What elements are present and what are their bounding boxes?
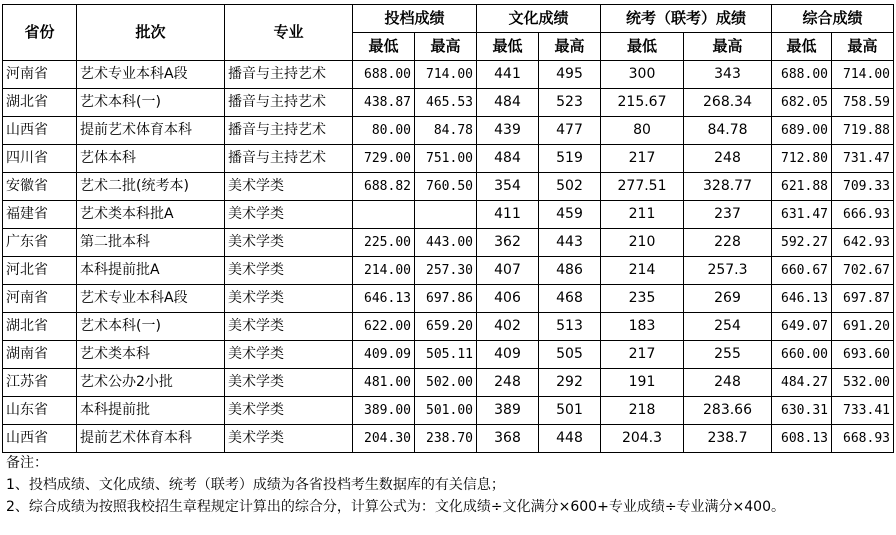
cell-tong-kao-min: 218 <box>601 397 684 425</box>
cell-zong-he-min: 689.00 <box>772 117 832 145</box>
table-row <box>3 229 894 257</box>
cell-zong-he-min: 688.00 <box>772 61 832 89</box>
cell-batch: 提前艺术体育本科 <box>77 117 225 145</box>
header-wen-hua: 文化成绩 <box>477 5 601 33</box>
cell-major: 美术学类 <box>225 341 353 369</box>
cell-major: 美术学类 <box>225 257 353 285</box>
cell-major: 美术学类 <box>225 397 353 425</box>
cell-tong-kao-max: 255 <box>684 341 772 369</box>
cell-tou-dang-min <box>353 201 415 229</box>
cell-wen-hua-max: 448 <box>539 425 601 453</box>
header-zong-he: 综合成绩 <box>772 5 894 33</box>
cell-tong-kao-min: 210 <box>601 229 684 257</box>
cell-tou-dang-max: 443.00 <box>415 229 477 257</box>
table-row <box>3 173 894 201</box>
cell-batch: 艺术类本科 <box>77 341 225 369</box>
cell-wen-hua-min: 389 <box>477 397 539 425</box>
cell-province: 河南省 <box>3 61 77 89</box>
cell-tong-kao-min: 191 <box>601 369 684 397</box>
cell-wen-hua-min: 484 <box>477 145 539 173</box>
cell-tou-dang-min: 204.30 <box>353 425 415 453</box>
cell-province: 山东省 <box>3 397 77 425</box>
cell-zong-he-max: 733.41 <box>832 397 894 425</box>
cell-wen-hua-min: 402 <box>477 313 539 341</box>
cell-zong-he-max: 691.20 <box>832 313 894 341</box>
cell-zong-he-max: 666.93 <box>832 201 894 229</box>
cell-wen-hua-max: 502 <box>539 173 601 201</box>
cell-tong-kao-max: 248 <box>684 145 772 173</box>
cell-tou-dang-min: 80.00 <box>353 117 415 145</box>
header-major: 专业 <box>225 5 353 61</box>
cell-wen-hua-min: 441 <box>477 61 539 89</box>
cell-tou-dang-min: 438.87 <box>353 89 415 117</box>
cell-major: 美术学类 <box>225 285 353 313</box>
cell-tou-dang-min: 214.00 <box>353 257 415 285</box>
cell-wen-hua-max: 495 <box>539 61 601 89</box>
cell-batch: 艺术本科(一) <box>77 313 225 341</box>
cell-tou-dang-max <box>415 201 477 229</box>
cell-wen-hua-max: 486 <box>539 257 601 285</box>
table-row <box>3 117 894 145</box>
cell-province: 山西省 <box>3 117 77 145</box>
cell-wen-hua-max: 459 <box>539 201 601 229</box>
cell-tong-kao-min: 215.67 <box>601 89 684 117</box>
cell-tong-kao-min: 204.3 <box>601 425 684 453</box>
cell-wen-hua-max: 501 <box>539 397 601 425</box>
subheader-max: 最高 <box>832 33 894 61</box>
subheader-max: 最高 <box>684 33 772 61</box>
cell-tou-dang-max: 505.11 <box>415 341 477 369</box>
notes-title: 备注： <box>6 455 48 471</box>
cell-tong-kao-max: 238.7 <box>684 425 772 453</box>
cell-zong-he-min: 660.67 <box>772 257 832 285</box>
notes <box>6 452 785 518</box>
note-1: 1、投档成绩、文化成绩、统考（联考）成绩为各省投档考生数据库的有关信息； <box>6 477 505 493</box>
table-row <box>3 145 894 173</box>
cell-zong-he-min: 621.88 <box>772 173 832 201</box>
cell-province: 山西省 <box>3 425 77 453</box>
cell-batch: 提前艺术体育本科 <box>77 425 225 453</box>
cell-tou-dang-max: 84.78 <box>415 117 477 145</box>
cell-tou-dang-max: 502.00 <box>415 369 477 397</box>
cell-wen-hua-min: 409 <box>477 341 539 369</box>
cell-tong-kao-max: 343 <box>684 61 772 89</box>
cell-zong-he-min: 592.27 <box>772 229 832 257</box>
cell-batch: 艺术公办2小批 <box>77 369 225 397</box>
cell-tong-kao-min: 277.51 <box>601 173 684 201</box>
cell-zong-he-min: 682.05 <box>772 89 832 117</box>
cell-wen-hua-min: 407 <box>477 257 539 285</box>
cell-zong-he-max: 702.67 <box>832 257 894 285</box>
table-row <box>3 397 894 425</box>
cell-batch: 艺术类本科批A <box>77 201 225 229</box>
subheader-min: 最低 <box>353 33 415 61</box>
cell-tong-kao-min: 217 <box>601 145 684 173</box>
cell-tou-dang-min: 225.00 <box>353 229 415 257</box>
cell-wen-hua-min: 439 <box>477 117 539 145</box>
cell-zong-he-min: 630.31 <box>772 397 832 425</box>
cell-zong-he-max: 714.00 <box>832 61 894 89</box>
subheader-min: 最低 <box>477 33 539 61</box>
cell-zong-he-min: 712.80 <box>772 145 832 173</box>
cell-tou-dang-max: 501.00 <box>415 397 477 425</box>
cell-major: 美术学类 <box>225 369 353 397</box>
cell-wen-hua-min: 368 <box>477 425 539 453</box>
cell-tou-dang-max: 238.70 <box>415 425 477 453</box>
cell-tou-dang-min: 729.00 <box>353 145 415 173</box>
subheader-min: 最低 <box>772 33 832 61</box>
cell-province: 湖北省 <box>3 89 77 117</box>
cell-tou-dang-min: 646.13 <box>353 285 415 313</box>
cell-tong-kao-max: 228 <box>684 229 772 257</box>
cell-tong-kao-min: 183 <box>601 313 684 341</box>
cell-tong-kao-max: 254 <box>684 313 772 341</box>
cell-batch: 艺体本科 <box>77 145 225 173</box>
cell-major: 播音与主持艺术 <box>225 117 353 145</box>
cell-tong-kao-min: 211 <box>601 201 684 229</box>
cell-province: 河北省 <box>3 257 77 285</box>
cell-wen-hua-min: 406 <box>477 285 539 313</box>
cell-wen-hua-max: 443 <box>539 229 601 257</box>
header-tong-kao: 统考（联考）成绩 <box>601 5 772 33</box>
cell-tou-dang-min: 688.82 <box>353 173 415 201</box>
header-tou-dang: 投档成绩 <box>353 5 477 33</box>
cell-tong-kao-max: 248 <box>684 369 772 397</box>
cell-tou-dang-min: 688.00 <box>353 61 415 89</box>
cell-tong-kao-max: 84.78 <box>684 117 772 145</box>
cell-tou-dang-max: 697.86 <box>415 285 477 313</box>
table-row <box>3 257 894 285</box>
cell-tou-dang-max: 257.30 <box>415 257 477 285</box>
cell-wen-hua-max: 292 <box>539 369 601 397</box>
cell-wen-hua-max: 519 <box>539 145 601 173</box>
cell-tong-kao-max: 268.34 <box>684 89 772 117</box>
cell-tou-dang-max: 760.50 <box>415 173 477 201</box>
cell-zong-he-min: 649.07 <box>772 313 832 341</box>
cell-wen-hua-max: 523 <box>539 89 601 117</box>
cell-tou-dang-min: 389.00 <box>353 397 415 425</box>
cell-tong-kao-max: 328.77 <box>684 173 772 201</box>
cell-zong-he-max: 709.33 <box>832 173 894 201</box>
note-2: 2、综合成绩为按照我校招生章程规定计算出的综合分，计算公式为：文化成绩÷文化满分×600+专业成绩÷专业满分×400。 <box>6 499 786 515</box>
admission-score-table <box>2 4 894 453</box>
cell-tong-kao-max: 257.3 <box>684 257 772 285</box>
cell-tong-kao-max: 283.66 <box>684 397 772 425</box>
cell-batch: 第二批本科 <box>77 229 225 257</box>
cell-wen-hua-min: 484 <box>477 89 539 117</box>
cell-tong-kao-max: 237 <box>684 201 772 229</box>
cell-tong-kao-min: 214 <box>601 257 684 285</box>
cell-tong-kao-min: 235 <box>601 285 684 313</box>
cell-tou-dang-max: 465.53 <box>415 89 477 117</box>
cell-tong-kao-max: 269 <box>684 285 772 313</box>
cell-wen-hua-min: 411 <box>477 201 539 229</box>
cell-tong-kao-min: 300 <box>601 61 684 89</box>
cell-tou-dang-min: 481.00 <box>353 369 415 397</box>
cell-zong-he-max: 697.87 <box>832 285 894 313</box>
table-row <box>3 285 894 313</box>
table-row <box>3 89 894 117</box>
cell-wen-hua-max: 505 <box>539 341 601 369</box>
cell-wen-hua-min: 354 <box>477 173 539 201</box>
cell-zong-he-min: 660.00 <box>772 341 832 369</box>
cell-zong-he-min: 608.13 <box>772 425 832 453</box>
cell-batch: 艺术专业本科A段 <box>77 285 225 313</box>
cell-batch: 本科提前批A <box>77 257 225 285</box>
cell-wen-hua-min: 248 <box>477 369 539 397</box>
cell-tou-dang-min: 409.09 <box>353 341 415 369</box>
table-row <box>3 369 894 397</box>
cell-major: 美术学类 <box>225 201 353 229</box>
cell-wen-hua-min: 362 <box>477 229 539 257</box>
cell-zong-he-max: 693.60 <box>832 341 894 369</box>
cell-tong-kao-min: 217 <box>601 341 684 369</box>
table-row <box>3 201 894 229</box>
cell-batch: 艺术二批(统考本) <box>77 173 225 201</box>
cell-province: 湖北省 <box>3 313 77 341</box>
cell-zong-he-max: 642.93 <box>832 229 894 257</box>
table-row <box>3 341 894 369</box>
cell-tou-dang-min: 622.00 <box>353 313 415 341</box>
cell-zong-he-max: 731.47 <box>832 145 894 173</box>
cell-major: 美术学类 <box>225 313 353 341</box>
cell-province: 广东省 <box>3 229 77 257</box>
cell-batch: 艺术本科(一) <box>77 89 225 117</box>
header-batch: 批次 <box>77 5 225 61</box>
cell-major: 美术学类 <box>225 425 353 453</box>
cell-batch: 本科提前批 <box>77 397 225 425</box>
cell-zong-he-min: 646.13 <box>772 285 832 313</box>
cell-wen-hua-max: 477 <box>539 117 601 145</box>
table-row <box>3 61 894 89</box>
cell-major: 播音与主持艺术 <box>225 145 353 173</box>
cell-province: 安徽省 <box>3 173 77 201</box>
cell-major: 播音与主持艺术 <box>225 61 353 89</box>
cell-province: 福建省 <box>3 201 77 229</box>
cell-wen-hua-max: 468 <box>539 285 601 313</box>
cell-batch: 艺术专业本科A段 <box>77 61 225 89</box>
cell-province: 四川省 <box>3 145 77 173</box>
cell-zong-he-max: 719.88 <box>832 117 894 145</box>
subheader-min: 最低 <box>601 33 684 61</box>
cell-province: 江苏省 <box>3 369 77 397</box>
cell-zong-he-min: 631.47 <box>772 201 832 229</box>
header-province: 省份 <box>3 5 77 61</box>
cell-tou-dang-max: 659.20 <box>415 313 477 341</box>
cell-major: 美术学类 <box>225 173 353 201</box>
cell-province: 河南省 <box>3 285 77 313</box>
cell-zong-he-max: 532.00 <box>832 369 894 397</box>
cell-tou-dang-max: 751.00 <box>415 145 477 173</box>
cell-tong-kao-min: 80 <box>601 117 684 145</box>
cell-zong-he-max: 668.93 <box>832 425 894 453</box>
cell-wen-hua-max: 513 <box>539 313 601 341</box>
table-row <box>3 313 894 341</box>
cell-major: 美术学类 <box>225 229 353 257</box>
subheader-max: 最高 <box>415 33 477 61</box>
subheader-max: 最高 <box>539 33 601 61</box>
table-row <box>3 425 894 453</box>
cell-major: 播音与主持艺术 <box>225 89 353 117</box>
cell-zong-he-max: 758.59 <box>832 89 894 117</box>
cell-zong-he-min: 484.27 <box>772 369 832 397</box>
cell-province: 湖南省 <box>3 341 77 369</box>
cell-tou-dang-max: 714.00 <box>415 61 477 89</box>
